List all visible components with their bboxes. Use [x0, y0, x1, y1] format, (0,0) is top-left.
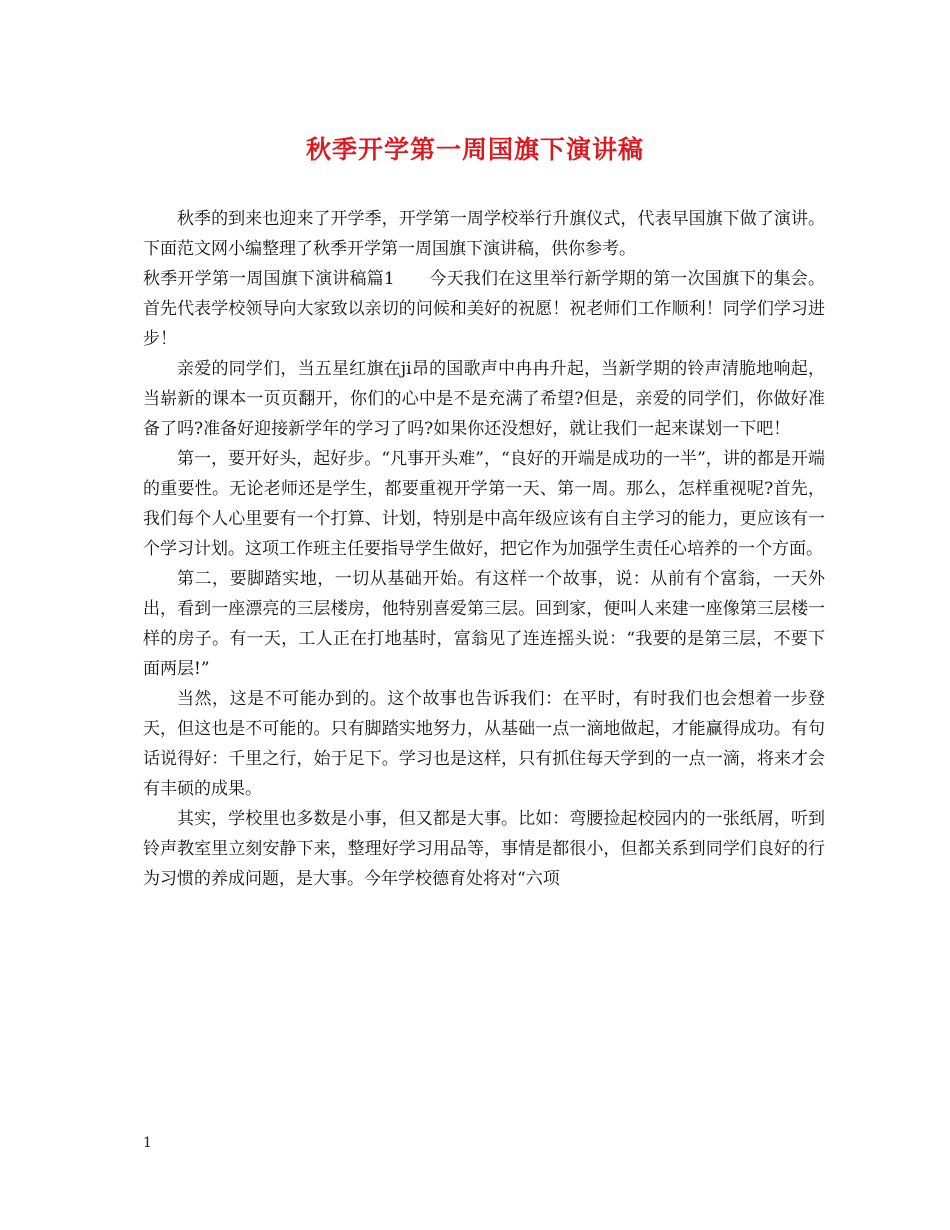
paragraph-small-things: 其实，学校里也多数是小事，但又都是大事。比如：弯腰捡起校园内的一张纸屑，听到铃声教室里立刻安静下来，整理好学习用品等，事情是都很小，但都关系到同学们良好的行为习惯的养成问题，是大事。今年学校德育处将对“六项 [143, 809, 825, 889]
paragraph-section-1-opening: 秋季开学第一周国旗下演讲稿篇1 今天我们在这里举行新学期的第一次国旗下的集会。首先代表学校领导向大家致以亲切的问候和美好的祝愿！祝老师们工作顺利！同学们学习进步！ [143, 269, 825, 349]
document-body [143, 204, 825, 894]
page-number: 1 [143, 1135, 152, 1151]
paragraph-greeting: 亲爱的同学们，当五星红旗在ji昂的国歌声中冉冉升起，当新学期的铃声清脆地响起，当崭新的课本一页页翻开，你们的心中是不是充满了希望?但是，亲爱的同学们，你做好准备了吗?准备好迎接新学年的学习了吗?如果你还没想好，就让我们一起来谋划一下吧！ [143, 359, 825, 439]
paragraph-point-one: 第一，要开好头，起好步。“凡事开头难”，“良好的开端是成功的一半”，讲的都是开端的重要性。无论老师还是学生，都要重视开学第一天、第一周。那么，怎样重视呢?首先，我们每个人心里要有一个打算、计划，特别是中高年级应该有自主学习的能力，更应该有一个学习计划。这项工作班主任要指导学生做好，把它作为加强学生责任心培养的一个方面。 [143, 449, 825, 559]
document-title: 秋季开学第一周国旗下演讲稿 [305, 135, 644, 164]
paragraph-story-lesson: 当然，这是不可能办到的。这个故事也告诉我们：在平时，有时我们也会想着一步登天，但这也是不可能的。只有脚踏实地努力，从基础一点一滴地做起，才能赢得成功。有句话说得好：千里之行，始于足下。学习也是这样，只有抓住每天学到的一点一滴，将来才会有丰硕的成果。 [143, 689, 825, 799]
paragraph-point-two: 第二，要脚踏实地，一切从基础开始。有这样一个故事，说：从前有个富翁，一天外出，看到一座漂亮的三层楼房，他特别喜爱第三层。回到家，便叫人来建一座像第三层楼一样的房子。有一天，工人正在打地基时，富翁见了连连摇头说：“我要的是第三层，不要下面两层!” [143, 569, 825, 679]
paragraph-intro: 秋季的到来也迎来了开学季，开学第一周学校举行升旗仪式，代表早国旗下做了演讲。下面范文网小编整理了秋季开学第一周国旗下演讲稿，供你参考。 [143, 209, 825, 259]
